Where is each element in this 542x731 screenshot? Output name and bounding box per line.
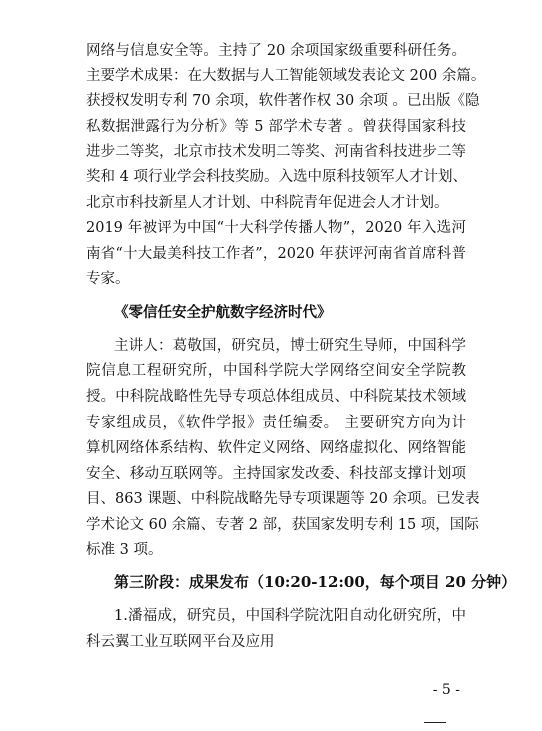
body-text-line: 获授权发明专利 70 余项，软件著作权 30 余项 。已出版《隐 bbox=[86, 93, 480, 109]
body-text-line: 网络与信息安全等。主持了 20 余项国家级重要科研任务。 bbox=[86, 43, 466, 59]
body-text-line: 院信息工程研究所，中国科学院大学网络空间安全学院教 bbox=[86, 363, 466, 379]
speaker-intro-line: 主讲人：葛敬国，研究员，博士研究生导师，中国科学 bbox=[114, 338, 466, 354]
body-text-line: 学术论文 60 余篇、专著 2 部，获国家发明专利 15 项，国际 bbox=[86, 517, 479, 533]
body-text-line: 南省“十大最美科技工作者”，2020 年获评河南省首席科普 bbox=[86, 246, 466, 262]
body-text-line: 目、863 课题、中科院战略先导专项课题等 20 余项。已发表 bbox=[86, 491, 480, 507]
body-text-line: 主要学术成果：在大数据与人工智能领域发表论文 200 余篇。 bbox=[86, 68, 486, 84]
body-text-line: 授。中科院战略性先导专项总体组成员、中科院某技术领域 bbox=[86, 389, 466, 405]
section-heading: 第三阶段：成果发布（10:20-12:00，每个项目 20 分钟） bbox=[114, 573, 517, 591]
body-text-line: 算机网络体系结构、软件定义网络、网络虚拟化、网络智能 bbox=[86, 440, 466, 456]
list-item: 1.潘福成，研究员，中国科学院沈阳自动化研究所，中 bbox=[114, 608, 466, 624]
body-text-line: 奖和 4 项行业学会科技奖励。入选中原科技领军人才计划、 bbox=[86, 169, 467, 185]
footer-rule bbox=[424, 722, 446, 723]
body-text-line: 专家组成员，《软件学报》责任编委。 主要研究方向为计 bbox=[86, 415, 466, 431]
page-number: - 5 - bbox=[432, 682, 460, 698]
body-text-line: 标准 3 项。 bbox=[86, 542, 163, 558]
body-text-line: 进步二等奖，北京市技术发明二等奖、河南省科技进步二等 bbox=[86, 144, 466, 160]
body-text-line: 安全、移动互联网等。主持国家发改委、科技部支撑计划项 bbox=[86, 466, 466, 482]
body-text-line: 北京市科技新星人才计划、中科院青年促进会人才计划。 bbox=[86, 195, 449, 211]
body-text-line: 私数据泄露行为分析》等 5 部学术专著 。曾获得国家科技 bbox=[86, 119, 466, 135]
body-text-line: 2019 年被评为中国“十大科学传播人物”，2020 年入选河 bbox=[86, 220, 466, 236]
body-text-line: 专家。 bbox=[86, 271, 130, 287]
list-item-continuation: 科云翼工业互联网平台及应用 bbox=[86, 634, 275, 650]
lecture-title: 《零信任安全护航数字经济时代》 bbox=[114, 304, 332, 321]
